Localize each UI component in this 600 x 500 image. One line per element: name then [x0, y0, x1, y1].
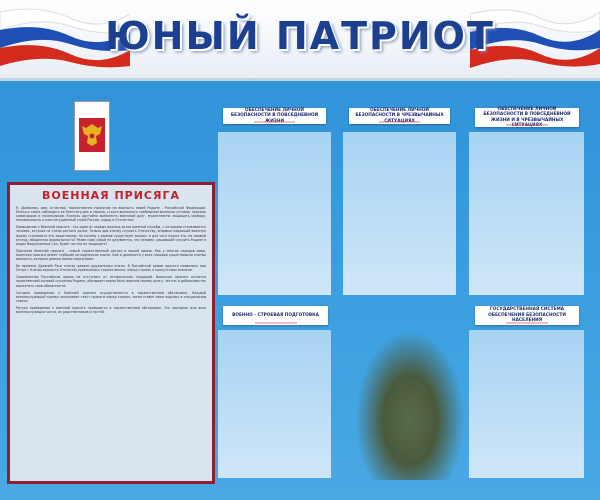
header-band	[0, 0, 600, 81]
oath-paragraph: Ритуал приведения к военной присяге проводится в торжественной обстановке. Это праздник для всех военнослужащих части, их родственников и гостей.	[16, 305, 206, 314]
content-pocket	[469, 132, 584, 295]
military-oath-panel	[7, 182, 215, 484]
oath-paragraph: Принятие Военной присяги - самый торжественный ритуал в нашей армии. Как у многих народов мира, воинская присяга имеет глубокие исторические корни. Уже в древности у всех народов существовали клятвы верности, которые давали воины перед боем.	[16, 248, 206, 262]
oath-paragraph: Во времена Древней Руси клятву давали дружинники князю. В Российской армии присяга появилась при Петре I. Клятва верности Отечеству приносилась торжественно, перед строем, в присутствии знамени.	[16, 264, 206, 273]
oath-title: ВОЕННАЯ ПРИСЯГА	[41, 189, 180, 202]
section-label: ОБЕСПЕЧЕНИЕ ЛИЧНОЙ БЕЗОПАСНОСТИ В ЧРЕЗВЫЧАЙНЫХ СИТУАЦИЯХ	[349, 108, 450, 124]
content-pocket	[218, 330, 331, 478]
section-label: ВОЕННО - СТРОЕВАЯ ПОДГОТОВКА	[223, 306, 328, 325]
oath-paragraph: Я, (фамилия, имя, отчество) торжественно присягаю на верность своей Родине - Российской Федерации. Клянусь свято соблюдать ее Конституцию и законы, строго выполнять требования воинских уставов, приказы командиров и начальников. Клянусь достойно выполнять воинский долг, мужественно защищать свободу, независимость и конституционный строй России, народ и Отечество!	[16, 206, 206, 223]
russian-coat-of-arms-icon	[77, 116, 107, 156]
oath-paragraph: Приведение к Военной присяге - это один из первых важных актов военной службы, с которыми сталкивается человек, вступая на стезю ратного долга. Только дав клятву служить Отечеству, впервые надевший военную форму становится его защитником. Но почему у воинов существует вопрос: а для чего нужна эта, на первый взгляд, обыденная формальность? Разве само собой не разумеется, что человек, решивший служить Родине в рядах Вооруженных Сил, будет честно ее защищать?	[16, 225, 206, 246]
section-label: ОБЕСПЕЧЕНИЕ ЛИЧНОЙ БЕЗОПАСНОСТИ В ПОВСЕДНЕВНОЙ ЖИЗНИ	[223, 108, 326, 124]
oath-paragraph: Сегодня приведение к Военной присяге осуществляется в торжественной обстановке. Каждый военнослужащий громко зачитывает текст присяги перед строем, затем ставит свою подпись в специальном списке.	[16, 290, 206, 303]
content-pocket	[343, 132, 456, 295]
emblem-frame	[74, 101, 110, 171]
section-label: ГОСУДАРСТВЕННАЯ СИСТЕМА ОБЕСПЕЧЕНИЯ БЕЗОПАСНОСТИ НАСЕЛЕНИЯ	[475, 306, 579, 325]
page-title: ЮНЫЙ ПАТРИОТ	[105, 14, 495, 58]
content-pocket	[469, 330, 584, 478]
oath-paragraph: Современная Российская армия не отступает от исторических традиций. Воинская присяга остается нравственной основой служения Родине, обязывает воина быть верным своему долгу, честно и добросовестно выполнять свои обязанности.	[16, 275, 206, 288]
content-pocket	[218, 132, 331, 295]
section-label: ОБЕСПЕЧЕНИЕ ЛИЧНОЙ БЕЗОПАСНОСТИ В ПОВСЕДНЕВНОЙ ЖИЗНИ И В ЧРЕЗВЫЧАЙНЫХ СИТУАЦИЯХ	[475, 108, 579, 127]
soldiers-image	[355, 330, 465, 480]
